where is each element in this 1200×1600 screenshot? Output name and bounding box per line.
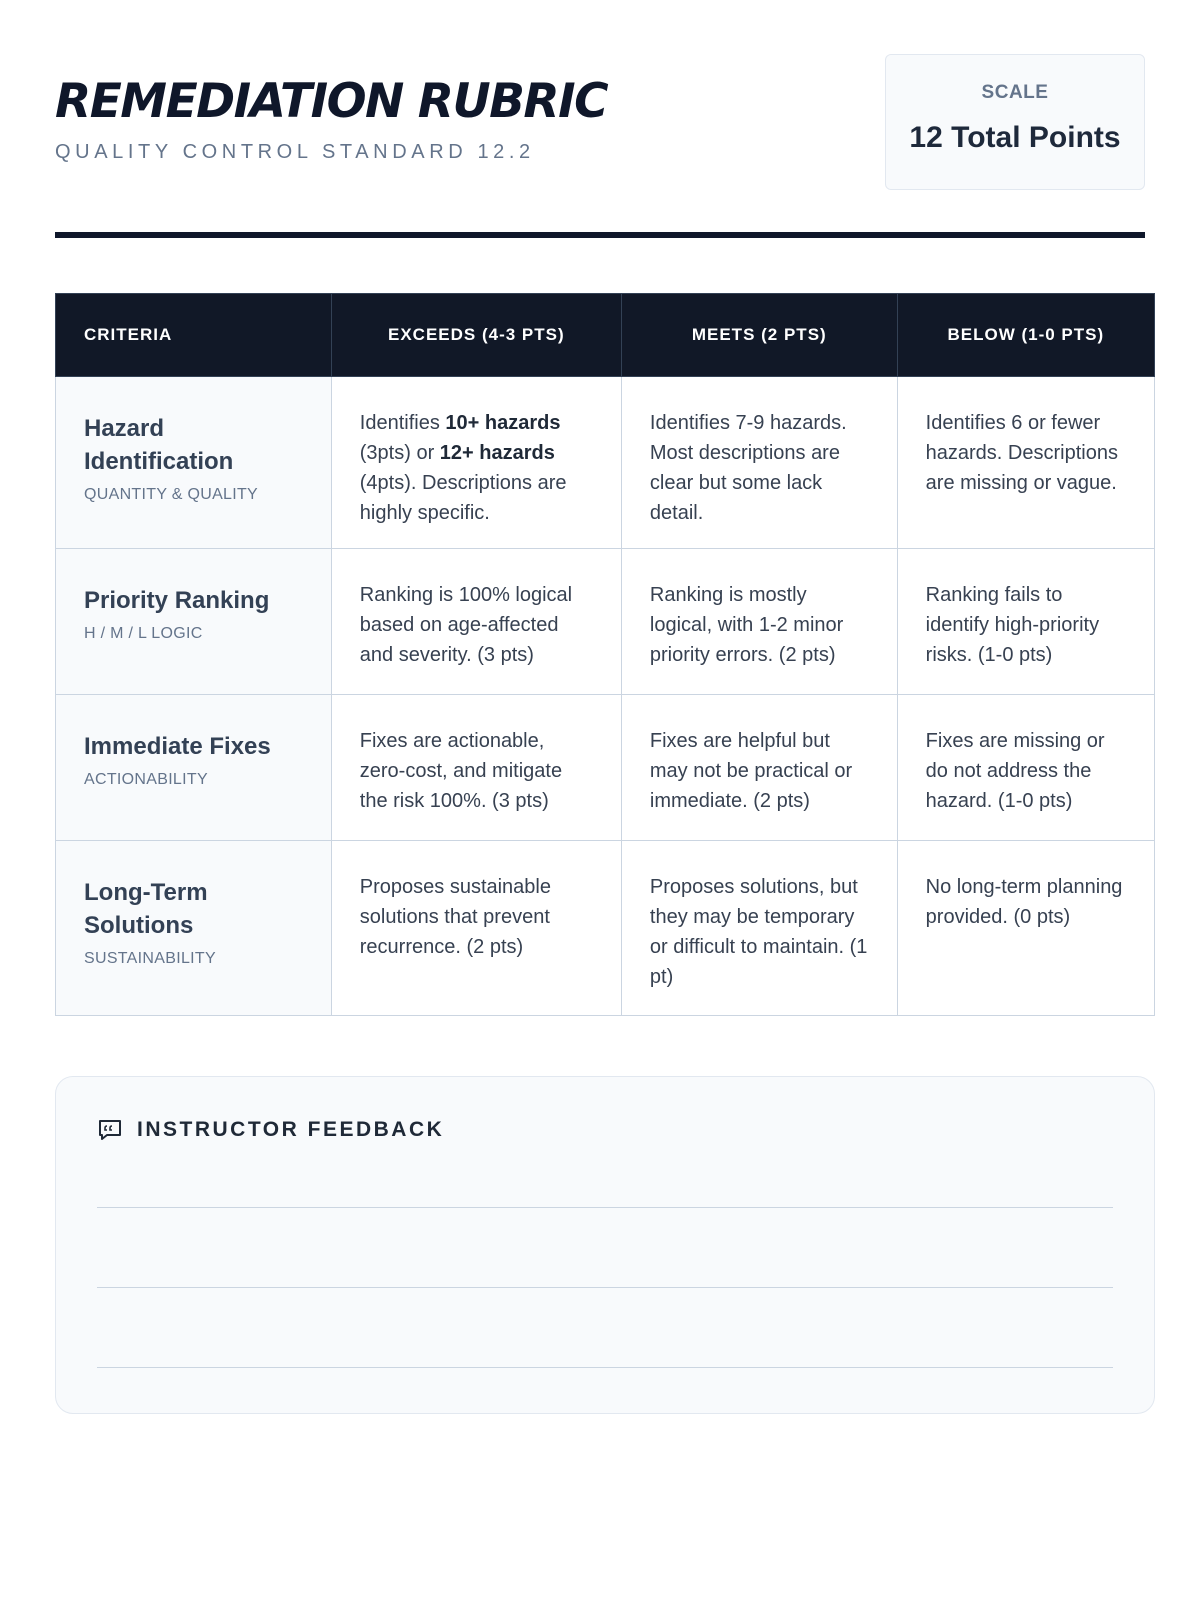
criteria-subtitle: ACTIONABILITY — [84, 771, 208, 788]
table-row — [56, 841, 1155, 1016]
criteria-cell — [56, 377, 332, 549]
criteria-name: Hazard Identification — [84, 415, 234, 475]
scale-card — [885, 54, 1145, 190]
meets-cell: Proposes solutions, but they may be temporary or difficult to maintain. (1 pt) — [621, 841, 897, 1016]
header — [55, 0, 1145, 240]
exceeds-emphasis: 12+ hazards — [439, 442, 555, 464]
feedback-writing-line — [97, 1367, 1113, 1368]
header-divider — [55, 232, 1145, 238]
table-row — [56, 549, 1155, 695]
exceeds-cell: Fixes are actionable, zero-cost, and mitigate the risk 100%. (3 pts) — [331, 695, 621, 841]
meets-cell: Ranking is mostly logical, with 1-2 minor priority errors. (2 pts) — [621, 549, 897, 695]
exceeds-text: (3pts) or — [359, 442, 440, 464]
column-header-below: BELOW (1-0 PTS) — [897, 294, 1154, 377]
feedback-title: INSTRUCTOR FEEDBACK — [137, 1118, 445, 1141]
column-header-exceeds: EXCEEDS (4-3 PTS) — [331, 294, 621, 377]
feedback-header — [97, 1117, 444, 1143]
below-cell: Fixes are missing or do not address the hazard. (1-0 pts) — [897, 695, 1154, 841]
below-cell: Identifies 6 or fewer hazards. Descriptions are missing or vague. — [897, 377, 1154, 549]
feedback-writing-line — [97, 1207, 1113, 1208]
page-title: REMEDIATION RUBRIC — [55, 74, 608, 129]
exceeds-cell: Ranking is 100% logical based on age-affected and severity. (3 pts) — [331, 549, 621, 695]
criteria-name: Priority Ranking — [84, 587, 270, 614]
exceeds-cell: Proposes sustainable solutions that prevent recurrence. (2 pts) — [331, 841, 621, 1016]
table-header-row — [56, 294, 1155, 377]
criteria-subtitle: QUANTITY & QUALITY — [84, 486, 259, 503]
meets-cell: Identifies 7-9 hazards. Most descriptions are clear but some lack detail. — [621, 377, 897, 549]
below-cell: No long-term planning provided. (0 pts) — [897, 841, 1154, 1016]
meets-cell: Fixes are helpful but may not be practical or immediate. (2 pts) — [621, 695, 897, 841]
below-cell: Ranking fails to identify high-priority risks. (1-0 pts) — [897, 549, 1154, 695]
chat-quote-icon — [97, 1117, 123, 1143]
column-header-meets: MEETS (2 PTS) — [621, 294, 897, 377]
feedback-writing-line — [97, 1287, 1113, 1288]
criteria-name: Long-Term Solutions — [84, 879, 208, 939]
criteria-name: Immediate Fixes — [84, 733, 271, 760]
exceeds-emphasis: 10+ hazards — [445, 412, 561, 434]
criteria-subtitle: SUSTAINABILITY — [84, 950, 216, 967]
criteria-cell — [56, 841, 332, 1016]
criteria-cell — [56, 549, 332, 695]
criteria-subtitle: H / M / L LOGIC — [84, 625, 203, 642]
table-row — [56, 695, 1155, 841]
scale-value: 12 Total Points — [909, 121, 1121, 154]
exceeds-text: Identifies — [359, 412, 446, 434]
table-row — [56, 377, 1155, 549]
rubric-table — [55, 293, 1155, 1016]
column-header-criteria: CRITERIA — [56, 294, 332, 377]
exceeds-cell — [331, 377, 621, 549]
instructor-feedback-panel — [55, 1076, 1155, 1414]
scale-label: SCALE — [981, 82, 1049, 103]
exceeds-text: (4pts). Descriptions are highly specific. — [359, 472, 567, 524]
page-subtitle: QUALITY CONTROL STANDARD 12.2 — [55, 141, 535, 163]
criteria-cell — [56, 695, 332, 841]
